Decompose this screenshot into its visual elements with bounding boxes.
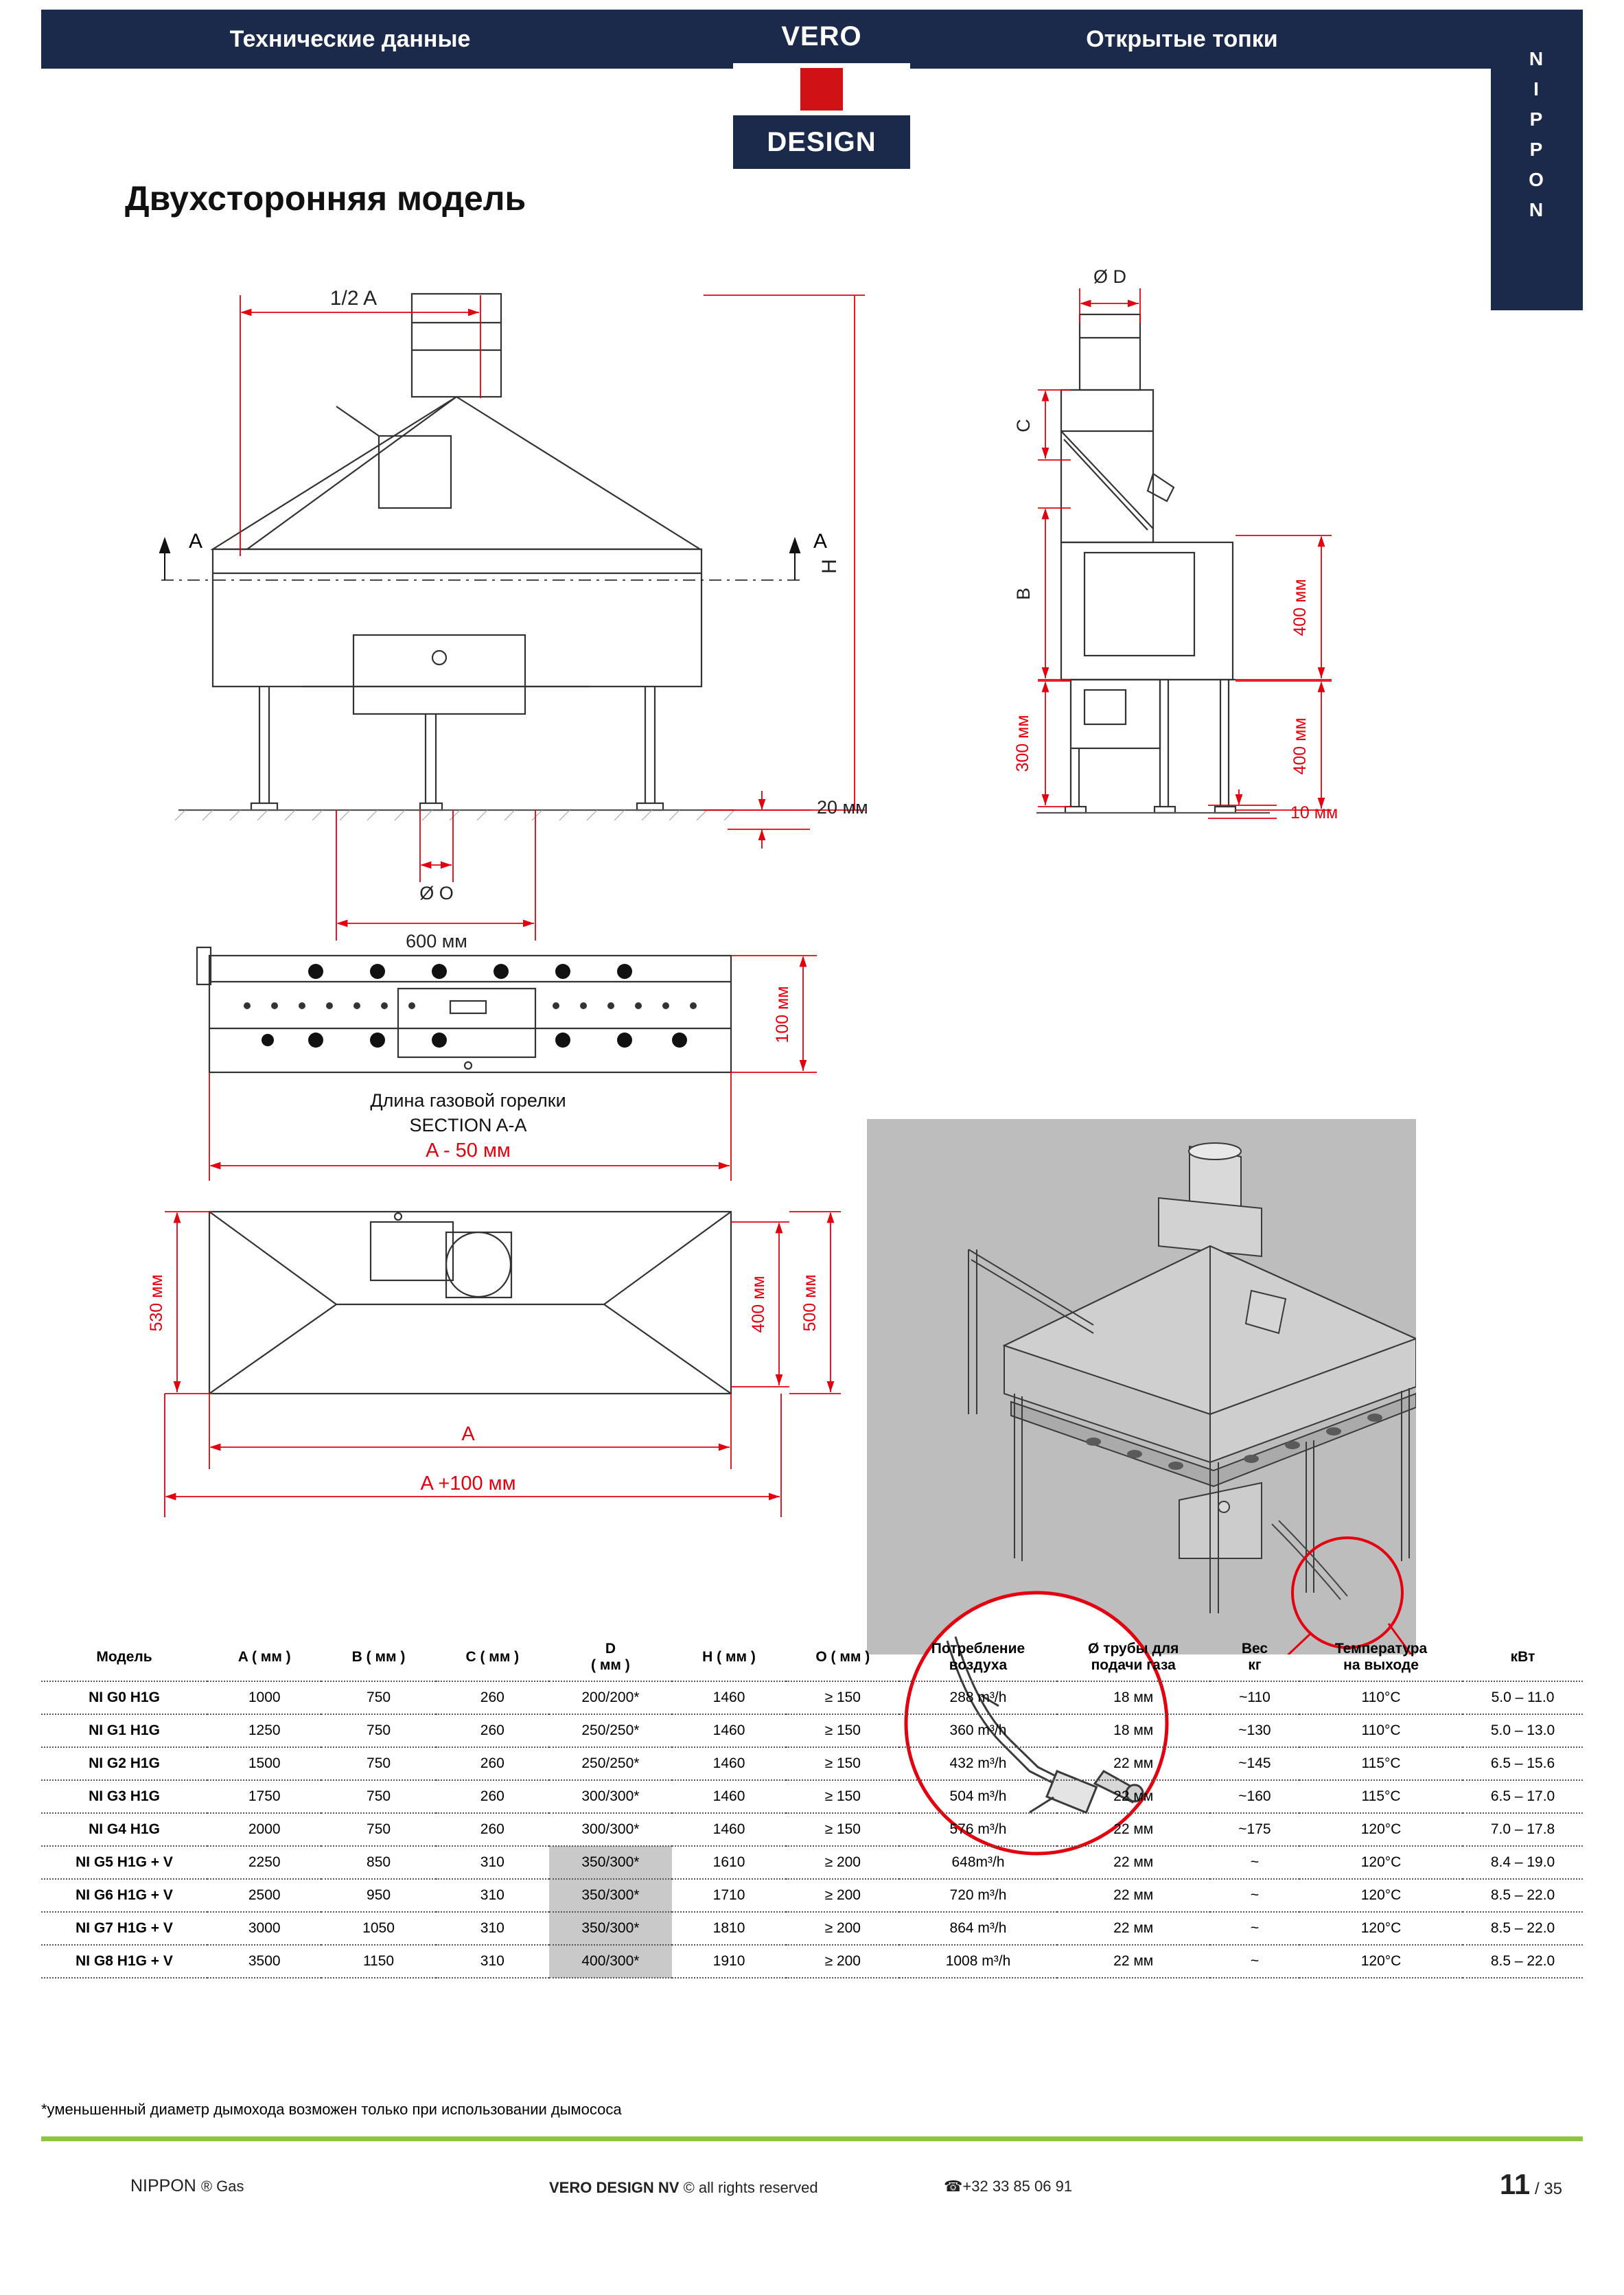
cell-d: 300/300* [549,1813,672,1846]
cell-model: NI G7 H1G + V [41,1912,207,1945]
cell-model: NI G4 H1G [41,1813,207,1846]
page-number-current: 11 [1499,2168,1531,2200]
cell-pipe: 22 мм [1057,1846,1210,1879]
table-row [41,1945,1583,1978]
footer-phone: ☎+32 33 85 06 91 [944,2178,1073,2195]
cell-o: ≥ 150 [786,1681,899,1714]
svg-text:Длина газовой горелки: Длина газовой горелки [370,1090,566,1111]
th-temp-line1: Температура [1334,1641,1428,1657]
cell-weight: ~ [1210,1912,1299,1945]
cell-weight: ~145 [1210,1747,1299,1780]
cell-kw: 5.0 – 13.0 [1463,1714,1583,1747]
cell-temp: 120°C [1299,1879,1463,1912]
th-h: H ( мм ) [672,1634,786,1681]
side-tab-label-p1: P [1529,108,1544,130]
cell-pipe: 22 мм [1057,1912,1210,1945]
cell-o: ≥ 200 [786,1945,899,1978]
cell-h: 1710 [672,1879,786,1912]
table-row [41,1846,1583,1879]
cell-temp: 120°C [1299,1813,1463,1846]
svg-text:400 мм: 400 мм [1290,579,1310,636]
cell-model: NI G1 H1G [41,1714,207,1747]
th-c: C ( мм ) [436,1634,549,1681]
cell-pipe: 22 мм [1057,1879,1210,1912]
cell-model: NI G8 H1G + V [41,1945,207,1978]
cell-pipe: 22 мм [1057,1813,1210,1846]
cell-a: 3000 [207,1912,321,1945]
cell-d: 250/250* [549,1714,672,1747]
cell-b: 750 [321,1681,435,1714]
svg-text:A: A [189,530,203,553]
cell-pipe: 22 мм [1057,1780,1210,1813]
cell-a: 1000 [207,1681,321,1714]
cell-h: 1610 [672,1846,786,1879]
cell-pipe: 22 мм [1057,1747,1210,1780]
cell-d: 350/300* [549,1912,672,1945]
th-air [899,1634,1056,1681]
cell-a: 2250 [207,1846,321,1879]
svg-text:A: A [813,530,828,553]
svg-text:C: C [1013,419,1034,433]
svg-text:H: H [818,559,841,574]
cell-air: 432 m³/h [899,1747,1056,1780]
logo-text-design: DESIGN [733,115,910,169]
cell-o: ≥ 200 [786,1879,899,1912]
cell-air: 576 m³/h [899,1813,1056,1846]
cell-a: 3500 [207,1945,321,1978]
cell-temp: 115°C [1299,1747,1463,1780]
th-a: A ( мм ) [207,1634,321,1681]
cell-a: 2000 [207,1813,321,1846]
cell-kw: 8.5 – 22.0 [1463,1912,1583,1945]
cell-kw: 8.5 – 22.0 [1463,1945,1583,1978]
cell-o: ≥ 200 [786,1846,899,1879]
footer-company: VERO DESIGN NV [549,2179,680,2196]
footer-brand-name: NIPPON [130,2176,196,2195]
cell-kw: 5.0 – 11.0 [1463,1681,1583,1714]
cell-air: 648m³/h [899,1846,1056,1879]
specifications-table [41,1634,1583,1979]
cell-air: 504 m³/h [899,1780,1056,1813]
footer-page-number [1500,2168,1562,2201]
cell-temp: 110°C [1299,1681,1463,1714]
cell-b: 1150 [321,1945,435,1978]
cell-kw: 6.5 – 17.0 [1463,1780,1583,1813]
cell-kw: 8.5 – 22.0 [1463,1879,1583,1912]
cell-pipe: 18 мм [1057,1714,1210,1747]
cell-b: 850 [321,1846,435,1879]
cell-h: 1910 [672,1945,786,1978]
cell-temp: 120°C [1299,1912,1463,1945]
svg-text:100 мм: 100 мм [773,986,792,1043]
svg-text:1/2 A: 1/2 A [329,287,378,310]
cell-a: 1500 [207,1747,321,1780]
table-row [41,1912,1583,1945]
cell-air: 288 m³/h [899,1681,1056,1714]
cell-h: 1460 [672,1747,786,1780]
cell-h: 1460 [672,1681,786,1714]
cell-c: 260 [436,1780,549,1813]
th-weight-line2: кг [1248,1657,1262,1673]
cell-pipe: 18 мм [1057,1681,1210,1714]
svg-text:Ø O: Ø O [419,883,454,903]
logo-red-square-icon [800,68,843,111]
footer-brand [130,2176,244,2196]
cell-air: 864 m³/h [899,1912,1056,1945]
cell-model: NI G0 H1G [41,1681,207,1714]
cell-c: 310 [436,1912,549,1945]
table-row [41,1681,1583,1714]
cell-weight: ~175 [1210,1813,1299,1846]
table-row [41,1780,1583,1813]
cell-weight: ~ [1210,1846,1299,1879]
svg-text:A: A [461,1423,475,1445]
cell-a: 1750 [207,1780,321,1813]
th-pipe [1057,1634,1210,1681]
cell-c: 310 [436,1945,549,1978]
cell-d: 350/300* [549,1846,672,1879]
table-footnote: *уменьшенный диаметр дымохода возможен только при использовании дымососа [41,2101,622,2118]
th-d-line2: ( мм ) [591,1657,630,1673]
svg-text:SECTION A-A: SECTION A-A [409,1115,527,1135]
footer-copyright [549,2179,818,2197]
page-title: Двухсторонняя модель [125,179,526,218]
svg-text:B: B [1013,587,1034,601]
green-divider [41,2136,1583,2141]
cell-o: ≥ 150 [786,1813,899,1846]
table-body [41,1681,1583,1978]
cell-temp: 120°C [1299,1945,1463,1978]
th-pipe-line1: Ø трубы для [1088,1641,1179,1657]
table-row [41,1747,1583,1780]
cell-d: 300/300* [549,1780,672,1813]
th-weight-line1: Вес [1241,1641,1268,1657]
cell-d: 250/250* [549,1747,672,1780]
cell-h: 1460 [672,1813,786,1846]
svg-text:500 мм: 500 мм [800,1274,820,1332]
th-b: B ( мм ) [321,1634,435,1681]
cell-pipe: 22 мм [1057,1945,1210,1978]
cell-temp: 115°C [1299,1780,1463,1813]
cell-o: ≥ 200 [786,1912,899,1945]
cell-weight: ~130 [1210,1714,1299,1747]
cell-model: NI G5 H1G + V [41,1846,207,1879]
cell-model: NI G6 H1G + V [41,1879,207,1912]
svg-text:530 мм: 530 мм [147,1274,166,1332]
cell-b: 750 [321,1813,435,1846]
svg-text:400 мм: 400 мм [749,1276,768,1333]
cell-b: 1050 [321,1912,435,1945]
page-number-total: / 35 [1534,2180,1562,2198]
cell-weight: ~ [1210,1879,1299,1912]
svg-text:Ø D: Ø D [1093,266,1127,287]
table-row [41,1879,1583,1912]
cell-kw: 8.4 – 19.0 [1463,1846,1583,1879]
cell-c: 260 [436,1714,549,1747]
cell-c: 310 [436,1879,549,1912]
cell-a: 2500 [207,1879,321,1912]
cell-b: 750 [321,1747,435,1780]
th-pipe-line2: подачи газа [1091,1657,1176,1673]
svg-text:300 мм: 300 мм [1013,715,1032,772]
th-model: Модель [41,1634,207,1681]
svg-text:600 мм: 600 мм [406,931,467,952]
cell-air: 1008 m³/h [899,1945,1056,1978]
header-right-title: Открытые топки [1086,25,1278,52]
th-temp [1299,1634,1463,1681]
th-kw: кВт [1463,1634,1583,1681]
footer-rights: © all rights reserved [683,2179,818,2196]
cell-o: ≥ 150 [786,1747,899,1780]
technical-drawings [41,261,1583,1627]
svg-text:A +100 мм: A +100 мм [420,1473,516,1495]
specifications-table-container [41,1634,1583,1979]
side-tab-label-p2: P [1529,139,1544,160]
th-d [549,1634,672,1681]
cell-o: ≥ 150 [786,1714,899,1747]
cell-a: 1250 [207,1714,321,1747]
cell-b: 750 [321,1714,435,1747]
cell-air: 720 m³/h [899,1879,1056,1912]
svg-text:400 мм: 400 мм [1290,717,1310,775]
cell-kw: 7.0 – 17.8 [1463,1813,1583,1846]
cell-c: 260 [436,1681,549,1714]
th-d-line1: D [605,1641,616,1657]
th-o: O ( мм ) [786,1634,899,1681]
cell-c: 310 [436,1846,549,1879]
cell-model: NI G2 H1G [41,1747,207,1780]
table-row [41,1813,1583,1846]
cell-d: 400/300* [549,1945,672,1978]
side-tab-label-n1: N [1529,48,1545,69]
cell-o: ≥ 150 [786,1780,899,1813]
table-row [41,1714,1583,1747]
cell-model: NI G3 H1G [41,1780,207,1813]
cell-air: 360 m³/h [899,1714,1056,1747]
cell-h: 1460 [672,1714,786,1747]
th-air-line2: воздуха [949,1657,1008,1673]
th-air-line1: Потребление [931,1641,1025,1657]
vero-design-logo [733,10,910,169]
header-left-title: Технические данные [229,25,471,52]
cell-weight: ~110 [1210,1681,1299,1714]
cell-h: 1460 [672,1780,786,1813]
svg-text:10 мм: 10 мм [1290,803,1338,822]
th-weight [1210,1634,1299,1681]
cell-c: 260 [436,1747,549,1780]
cell-kw: 6.5 – 15.6 [1463,1747,1583,1780]
svg-text:A - 50 мм: A - 50 мм [426,1140,511,1162]
cell-d: 200/200* [549,1681,672,1714]
cell-weight: ~160 [1210,1780,1299,1813]
table-header-row [41,1634,1583,1681]
cell-temp: 110°C [1299,1714,1463,1747]
cell-c: 260 [436,1813,549,1846]
svg-text:20 мм: 20 мм [817,797,868,818]
page-footer [41,2163,1583,2224]
side-tab-label-o: O [1529,169,1545,190]
footer-brand-suffix: ® Gas [200,2178,244,2195]
logo-red-square-container [733,63,910,115]
cell-weight: ~ [1210,1945,1299,1978]
cell-b: 950 [321,1879,435,1912]
cell-d: 350/300* [549,1879,672,1912]
side-tab-label-i: I [1533,78,1540,100]
th-temp-line2: на выходе [1343,1657,1419,1673]
cell-temp: 120°C [1299,1846,1463,1879]
side-tab-label-n2: N [1529,199,1545,220]
logo-text-vero: VERO [733,10,910,63]
cell-h: 1810 [672,1912,786,1945]
cell-b: 750 [321,1780,435,1813]
